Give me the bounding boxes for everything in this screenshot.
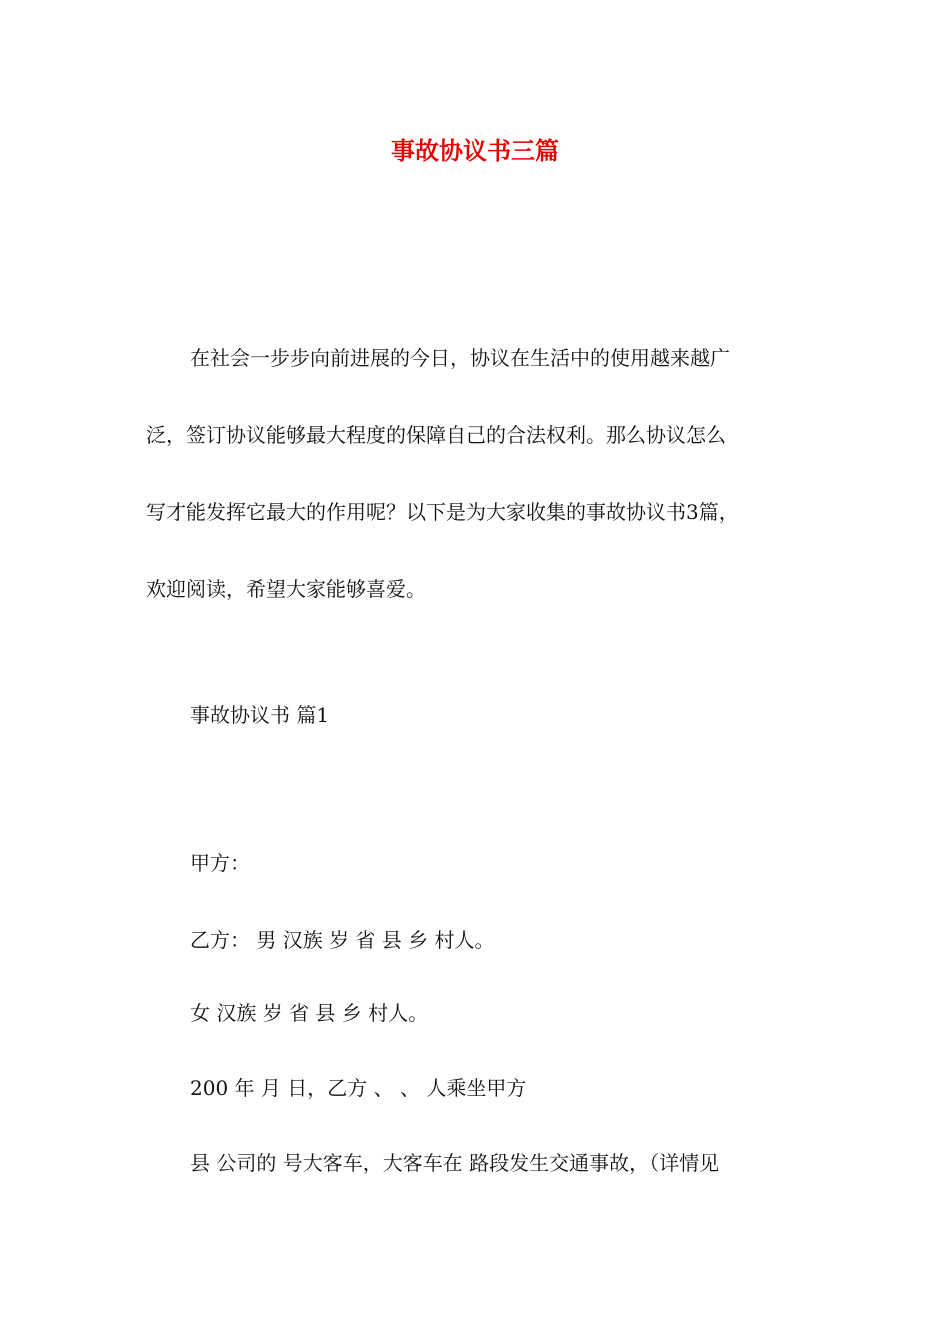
party-b-second-line: 女 汉族 岁 省 县 乡 村人。 [190, 1001, 429, 1025]
party-a-line: 甲方： [190, 851, 250, 875]
event-line: 县 公司的 号大客车，大客车在 路段发生交通事故，（详情见 [190, 1151, 720, 1175]
document-title: 事故协议书三篇 [391, 136, 559, 165]
section-heading: 事故协议书 篇1 [190, 703, 330, 727]
event-line: 200 年 月 日，乙方 、 、 人乘坐甲方 [190, 1076, 527, 1100]
intro-line: 在社会一步步向前进展的今日，协议在生活中的使用越来越广 [190, 346, 730, 370]
intro-line: 欢迎阅读，希望大家能够喜爱。 [146, 577, 426, 601]
intro-line: 泛，签订协议能够最大程度的保障自己的合法权利。那么协议怎么 [146, 423, 726, 447]
intro-line: 写才能发挥它最大的作用呢？以下是为大家收集的事故协议书3篇， [146, 500, 739, 524]
party-b-line: 乙方： 男 汉族 岁 省 县 乡 村人。 [190, 928, 495, 952]
intro-paragraph [146, 320, 836, 628]
